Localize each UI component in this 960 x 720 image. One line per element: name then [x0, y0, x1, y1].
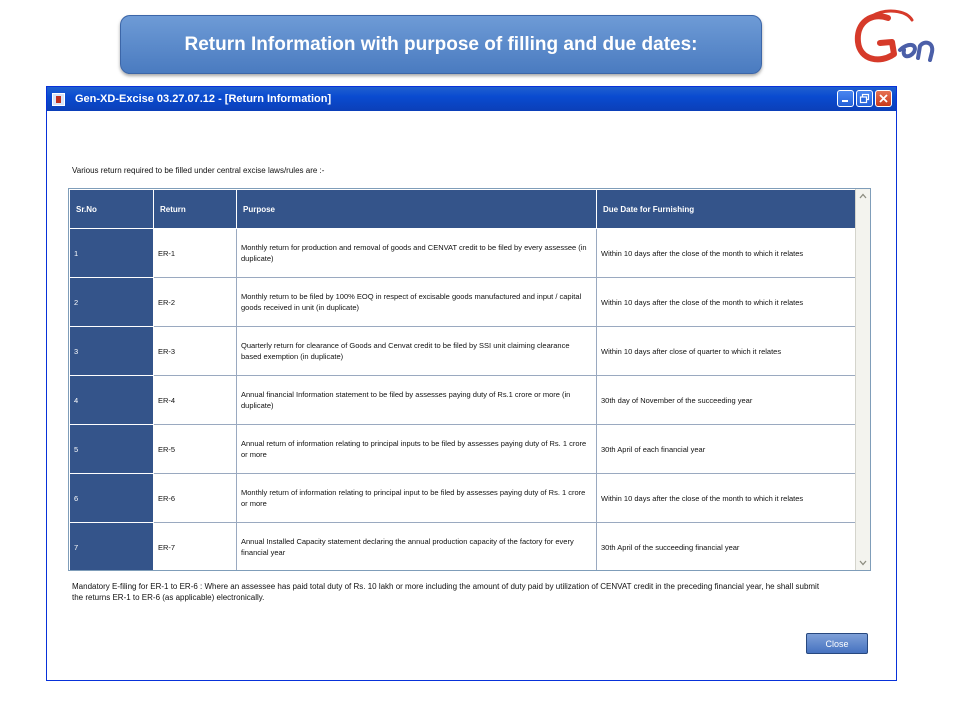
table-row[interactable]: [70, 376, 857, 425]
table-header-row: [70, 190, 857, 229]
cell-purpose[interactable]: Monthly return for production and removal of goods and CENVAT credit to be filed by every assessee (in duplicate): [237, 229, 597, 278]
cell-purpose[interactable]: Monthly return of information relating to principal input to be filed by assesses paying duty of Rs. 1 crore or more: [237, 474, 597, 523]
table-row[interactable]: [70, 278, 857, 327]
cell-due-date[interactable]: Within 10 days after the close of the month to which it relates: [597, 229, 857, 278]
cell-srno[interactable]: 1: [70, 229, 154, 278]
cell-srno[interactable]: 7: [70, 523, 154, 572]
scroll-up-button[interactable]: [857, 190, 869, 202]
cell-purpose[interactable]: Annual financial Information statement to be filed by assesses paying duty of Rs.1 crore or more (in duplicate): [237, 376, 597, 425]
window-content: [47, 111, 896, 680]
chevron-down-icon: [859, 560, 867, 566]
cell-due-date[interactable]: 30th day of November of the succeeding year: [597, 376, 857, 425]
column-header-purpose[interactable]: Purpose: [237, 190, 597, 229]
intro-text: Various return required to be filled under central excise laws/rules are :-: [72, 166, 325, 175]
cell-srno[interactable]: 5: [70, 425, 154, 474]
close-icon: [878, 93, 889, 104]
cell-return[interactable]: ER-1: [154, 229, 237, 278]
close-button[interactable]: Close: [806, 633, 868, 654]
table-row[interactable]: [70, 425, 857, 474]
vertical-scrollbar[interactable]: [855, 189, 870, 570]
window-titlebar[interactable]: [47, 87, 896, 111]
cell-return[interactable]: ER-5: [154, 425, 237, 474]
cell-return[interactable]: ER-7: [154, 523, 237, 572]
cell-return[interactable]: ER-4: [154, 376, 237, 425]
gen-logo: [848, 6, 948, 74]
slide-heading-banner: [120, 15, 762, 74]
close-window-button[interactable]: [875, 90, 892, 107]
cell-due-date[interactable]: Within 10 days after close of quarter to which it relates: [597, 327, 857, 376]
cell-return[interactable]: ER-6: [154, 474, 237, 523]
returns-table: [69, 189, 857, 571]
cell-due-date[interactable]: Within 10 days after the close of the month to which it relates: [597, 474, 857, 523]
cell-srno[interactable]: 4: [70, 376, 154, 425]
cell-return[interactable]: ER-3: [154, 327, 237, 376]
cell-due-date[interactable]: 30th April of the succeeding financial year: [597, 523, 857, 572]
cell-purpose[interactable]: Quarterly return for clearance of Goods and Cenvat credit to be filed by SSI unit claiming clearance based exemption (in duplicate): [237, 327, 597, 376]
table-row[interactable]: [70, 474, 857, 523]
column-header-due-date[interactable]: Due Date for Furnishing: [597, 190, 857, 229]
app-icon[interactable]: [52, 93, 65, 106]
table-row[interactable]: [70, 327, 857, 376]
scroll-down-button[interactable]: [857, 557, 869, 569]
table-row[interactable]: [70, 523, 857, 572]
cell-srno[interactable]: 3: [70, 327, 154, 376]
minimize-button[interactable]: [837, 90, 854, 107]
cell-srno[interactable]: 2: [70, 278, 154, 327]
cell-return[interactable]: ER-2: [154, 278, 237, 327]
gen-logo-graphic: [848, 6, 948, 74]
return-information-window: [46, 86, 897, 681]
chevron-up-icon: [859, 193, 867, 199]
cell-purpose[interactable]: Annual Installed Capacity statement declaring the annual production capacity of the factory for every financial year: [237, 523, 597, 572]
restore-icon: [859, 93, 870, 104]
restore-button[interactable]: [856, 90, 873, 107]
cell-due-date[interactable]: Within 10 days after the close of the month to which it relates: [597, 278, 857, 327]
mandatory-efiling-note: Mandatory E-filing for ER-1 to ER-6 : Where an assessee has paid total duty of Rs. 10 lakh or more including the amount of duty paid by utilization of CENVAT credit in the preceding financial year, he shall submit the returns ER-1 to ER-6 (as applicable) electronically.: [72, 582, 820, 602]
cell-purpose[interactable]: Annual return of information relating to principal inputs to be filed by assesses paying duty of Rs. 1 crore or more: [237, 425, 597, 474]
slide-heading: Return Information with purpose of filling and due dates:: [184, 33, 698, 55]
returns-grid[interactable]: [68, 188, 871, 571]
cell-due-date[interactable]: 30th April of each financial year: [597, 425, 857, 474]
cell-purpose[interactable]: Monthly return to be filed by 100% EOQ in respect of excisable goods manufactured and input / capital goods received in unit (in duplicate): [237, 278, 597, 327]
column-header-return[interactable]: Return: [154, 190, 237, 229]
cell-srno[interactable]: 6: [70, 474, 154, 523]
minimize-icon: [840, 93, 851, 104]
column-header-srno[interactable]: Sr.No: [70, 190, 154, 229]
window-title: Gen-XD-Excise 03.27.07.12 - [Return Information]: [75, 93, 332, 105]
table-row[interactable]: [70, 229, 857, 278]
